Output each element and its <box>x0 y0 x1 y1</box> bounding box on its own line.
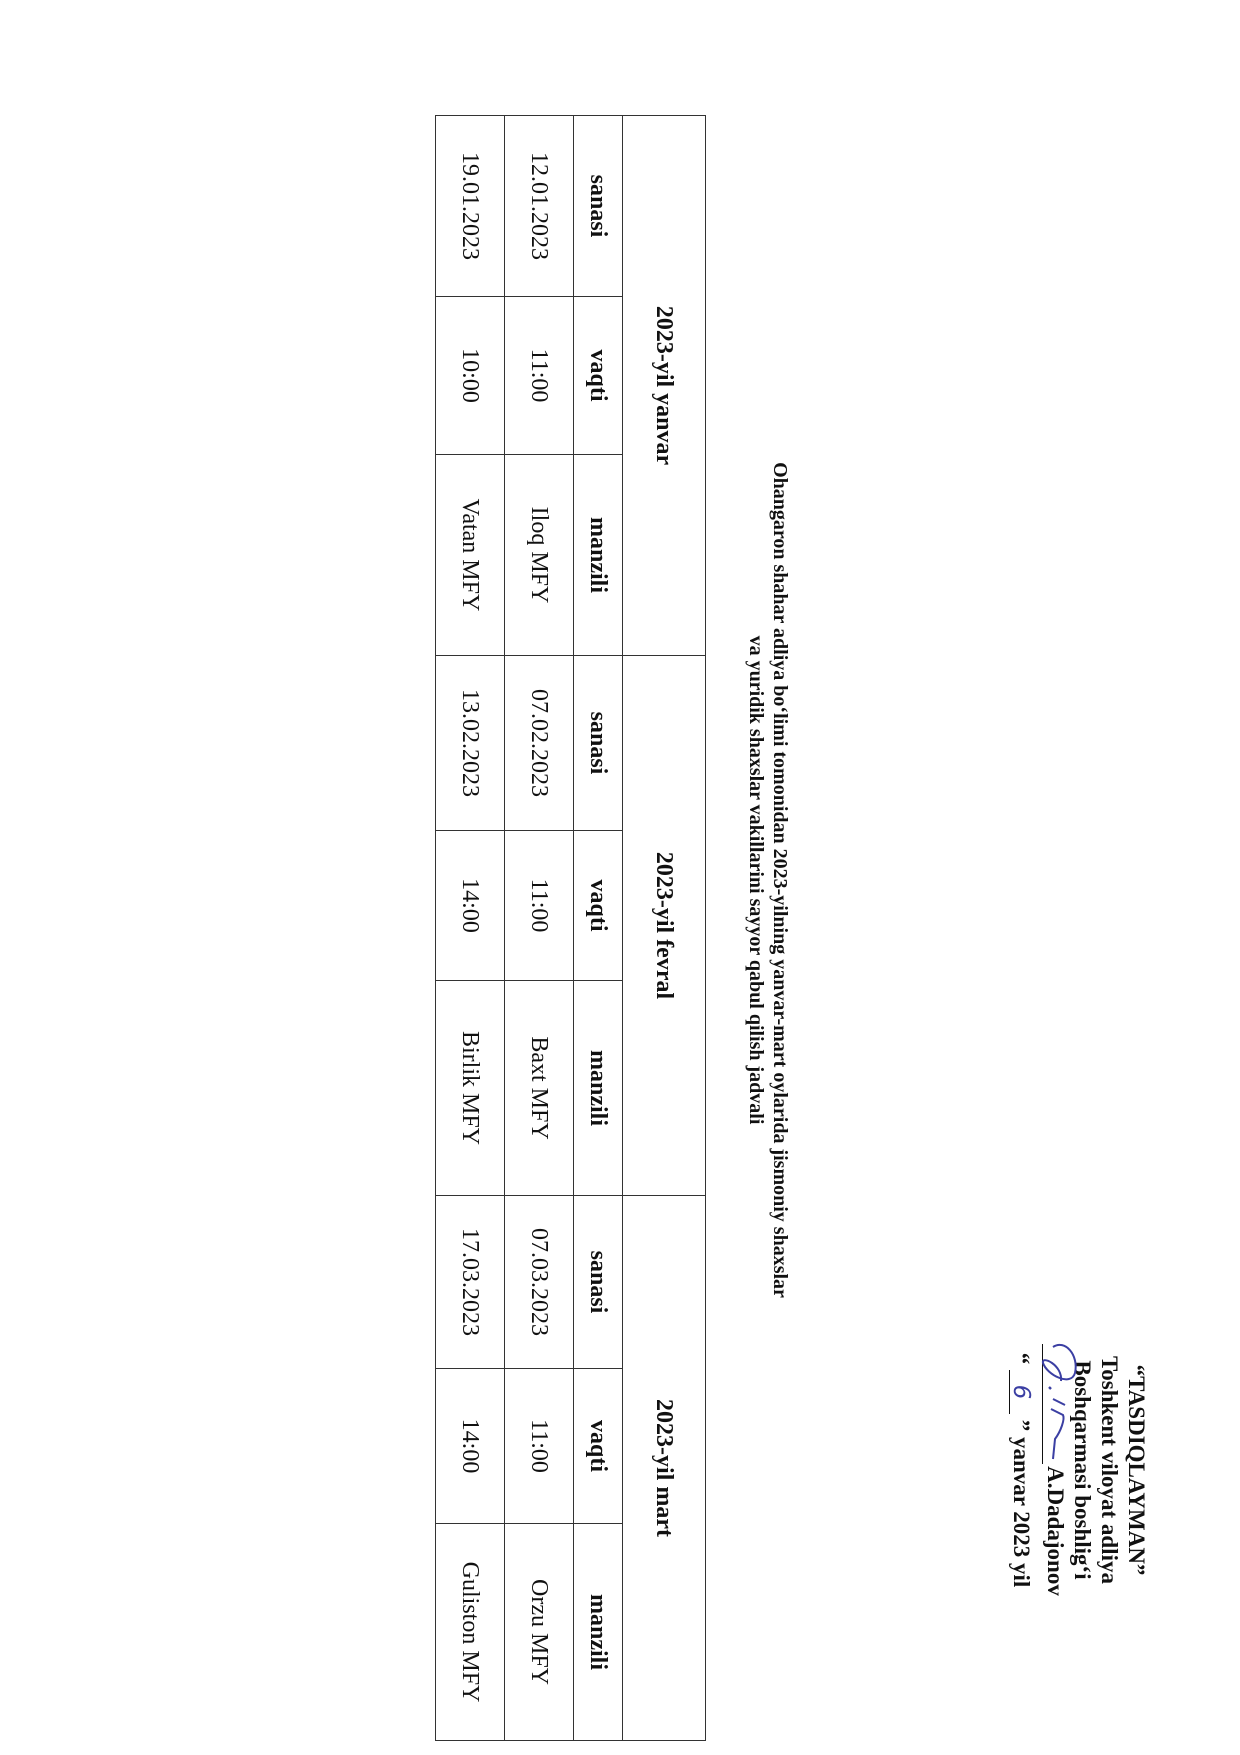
handwritten-signature <box>1037 1335 1083 1465</box>
table-cell: 11:00 <box>505 1369 574 1524</box>
approver-name: A.Dadajonov <box>1043 1466 1068 1596</box>
table-cell: Orzu MFY <box>505 1524 574 1741</box>
table-cell: Baxt MFY <box>505 981 574 1196</box>
signature-line <box>1039 1270 1069 1670</box>
table-cell: 17.03.2023 <box>436 1196 505 1369</box>
approval-heading: “TASDIQLAYMAN” <box>1124 1364 1149 1576</box>
approval-block <box>1008 1270 1150 1670</box>
month-header-january: 2023-yil yanvar <box>623 116 706 656</box>
column-header-address: manzili <box>574 455 623 656</box>
table-cell: 14:00 <box>436 1369 505 1524</box>
table-cell: 10:00 <box>436 297 505 455</box>
table-cell: 12.01.2023 <box>505 116 574 297</box>
table-cell: Guliston MFY <box>436 1524 505 1741</box>
table-cell: 14:00 <box>436 831 505 981</box>
date-open-quote: “ <box>1009 1352 1034 1365</box>
table-cell: 07.02.2023 <box>505 656 574 831</box>
column-header-row <box>574 116 623 1741</box>
table-cell: 11:00 <box>505 831 574 981</box>
table-cell: Birlik MFY <box>436 981 505 1196</box>
table-cell: 11:00 <box>505 297 574 455</box>
table-cell: Vatan MFY <box>436 455 505 656</box>
column-header-time: vaqti <box>574 831 623 981</box>
column-header-date: sanasi <box>574 656 623 831</box>
approval-date <box>1008 1270 1035 1670</box>
table-cell: 13.02.2023 <box>436 656 505 831</box>
title-line-2: va yuridik shaxslar vakillarini sayyor qabul qilish jadvali <box>745 635 767 1125</box>
column-header-date: sanasi <box>574 1196 623 1369</box>
column-header-time: vaqti <box>574 1369 623 1524</box>
table-row <box>436 116 505 1741</box>
title-line-1: Ohangaron shahar adliya bo‘limi tomonidan 2023-yilning yanvar-mart oylarida jismoniy shaxslar <box>769 462 791 1298</box>
column-header-address: manzili <box>574 981 623 1196</box>
table-cell: 19.01.2023 <box>436 116 505 297</box>
reception-schedule-table <box>435 115 706 1741</box>
month-header-february: 2023-yil fevral <box>623 656 706 1196</box>
month-header-march: 2023-yil mart <box>623 1196 706 1741</box>
table-cell: Iloq MFY <box>505 455 574 656</box>
date-day-handwritten: 6 <box>1009 1370 1032 1414</box>
column-header-date: sanasi <box>574 116 623 297</box>
document-title <box>744 100 792 1660</box>
approval-line-1: Toshkent viloyat adliya <box>1097 1356 1122 1584</box>
table-cell: 07.03.2023 <box>505 1196 574 1369</box>
month-header-row <box>623 116 706 1741</box>
date-rest: ” yanvar 2023 yil <box>1009 1419 1034 1588</box>
column-header-address: manzili <box>574 1524 623 1741</box>
approval-line-2: Boshqarmasi boshlig‘i <box>1070 1360 1095 1580</box>
table-row <box>505 116 574 1741</box>
column-header-time: vaqti <box>574 297 623 455</box>
